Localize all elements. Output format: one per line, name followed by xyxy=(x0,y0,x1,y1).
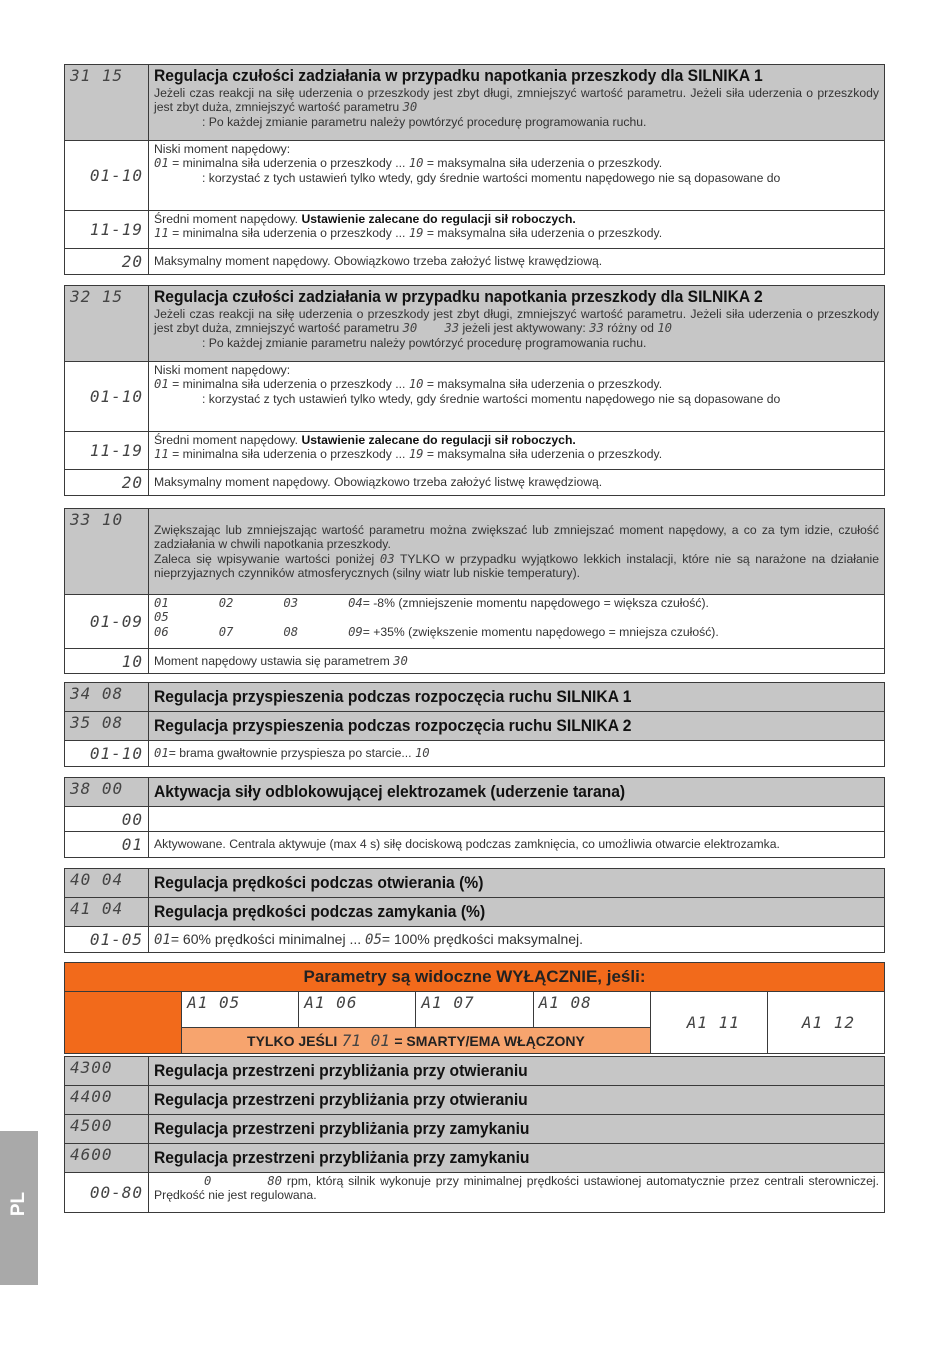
value-range: 01-10 xyxy=(65,362,149,432)
value-description: 01= brama gwałtownie przyspiesza po starcie... 10 xyxy=(149,741,885,767)
value-description: Średni moment napędowy. Ustawienie zalecane do regulacji sił roboczych. 11 = minimalna siła uderzenia o przeszkody ... 19 = maksymalna siła uderzenia o przeszkody. xyxy=(149,211,885,249)
param-note: : Po każdej zmianie parametru należy powtórzyć procedurę programowania ruchu. xyxy=(202,114,647,129)
param-title: Aktywacja siły odblokowującej elektrozamek (uderzenie tarana) xyxy=(154,782,626,801)
value-range: 10 xyxy=(65,649,149,674)
param-table-4004 xyxy=(64,868,885,953)
param-code: 40 04 xyxy=(65,869,149,898)
condition-code: A1 06 xyxy=(299,992,416,1028)
param-header xyxy=(149,683,885,712)
param-header xyxy=(149,712,885,741)
param-code: 4400 xyxy=(65,1086,149,1115)
value-description: 01= 60% prędkości minimalnej ... 05= 100% prędkości maksymalnej. xyxy=(149,927,885,953)
value-description: Maksymalny moment napędowy. Obowiązkowo trzeba założyć listwę krawędziową. xyxy=(149,470,885,496)
only-if-note: TYLKO JEŚLI 71 01 = SMARTY/EMA WŁĄCZONY xyxy=(182,1028,651,1054)
value-description: Moment napędowy ustawia się parametrem 30 xyxy=(149,649,885,674)
param-table-4300 xyxy=(64,962,885,1054)
value-range: 11-19 xyxy=(65,432,149,470)
language-tab xyxy=(0,1131,38,1285)
language-tab-label: PL xyxy=(8,1191,29,1217)
param-note: : Po każdej zmianie parametru należy powtórzyć procedurę programowania ruchu. xyxy=(202,335,647,350)
value-range: 01-05 xyxy=(65,927,149,953)
value-description: Niski moment napędowy: 01 = minimalna siła uderzenia o przeszkody ... 10 = maksymalna siła uderzenia o przeszkody. : korzystać z tych ustawień tylko wtedy, gdy średnie wartości momentu napędowego nie są dopasowane do xyxy=(149,141,885,211)
param-title: Regulacja przestrzeni przybliżania przy otwieraniu xyxy=(154,1061,528,1080)
value-range: 01 xyxy=(65,832,149,858)
param-table-3408 xyxy=(64,682,885,767)
param-description: Zwiększając lub zmniejszając wartość parametru można zwiększać lub zmniejszać moment napędowy, a co za tym idzie, czułość zadziałania w chwili napotkania przeszkody. xyxy=(154,523,879,552)
param-description-2: Zaleca się wpisywanie wartości poniżej 03 TYLKO w przypadku wyjątkowo lekkich instalacji, które nie są narażone na działanie nieprzyjaznych czynników atmosferycznych (silny wiatr lub niskie temperatury). xyxy=(154,551,880,581)
param-table-3215 xyxy=(64,285,885,496)
param-table-3310 xyxy=(64,508,885,674)
param-code: 38 00 xyxy=(65,778,149,807)
param-title: Regulacja prędkości podczas zamykania (%) xyxy=(154,902,486,921)
value-range: 11-19 xyxy=(65,211,149,249)
condition-blank xyxy=(65,992,182,1054)
value-description: Średni moment napędowy. Ustawienie zalecane do regulacji sił roboczych. 11 = minimalna siła uderzenia o przeszkody ... 19 = maksymalna siła uderzenia o przeszkody. xyxy=(149,432,885,470)
param-table-3800 xyxy=(64,777,885,858)
value-description: 01 02 03 04= -8% (zmniejszenie momentu napędowego = większa czułość). 05 06 07 08 09= +35% (zwiększenie momentu napędowego = mniejsza czułość). xyxy=(149,595,885,649)
condition-code: A1 11 xyxy=(650,992,767,1054)
param-description: Jeżeli czas reakcji na siłę uderzenia o przeszkody jest zbyt długi, zmniejszyć wartość parametru. Jeżeli siła uderzenia o przeszkody jest zbyt duża, zmniejszyć wartość parametru 30 33 jeżeli jest aktywowany: 33 różny od 10 xyxy=(154,307,879,336)
param-header xyxy=(149,65,885,141)
condition-code: A1 12 xyxy=(767,992,884,1054)
param-header xyxy=(149,1115,885,1144)
value-description: Maksymalny moment napędowy. Obowiązkowo trzeba założyć listwę krawędziową. xyxy=(149,249,885,275)
param-header xyxy=(149,1086,885,1115)
param-header xyxy=(149,286,885,362)
param-code: 32 15 xyxy=(65,286,149,362)
param-header xyxy=(149,1057,885,1086)
param-code: 35 08 xyxy=(65,712,149,741)
param-table-4300-rows xyxy=(64,1056,885,1213)
param-code: 34 08 xyxy=(65,683,149,712)
param-code: 4300 xyxy=(65,1057,149,1086)
param-header xyxy=(149,898,885,927)
condition-code: A1 08 xyxy=(533,992,650,1028)
condition-code: A1 05 xyxy=(182,992,299,1028)
param-header xyxy=(149,869,885,898)
param-header xyxy=(149,778,885,807)
param-title: Regulacja przestrzeni przybliżania przy zamykaniu xyxy=(154,1119,530,1138)
param-code: 4600 xyxy=(65,1144,149,1173)
condition-code: A1 07 xyxy=(416,992,533,1028)
param-title: Regulacja prędkości podczas otwierania (%) xyxy=(154,873,484,892)
value-description: 0 80 rpm, którą silnik wykonuje przy minimalnej prędkości ustawionej automatycznie przez centrali sterowniczej. Prędkość nie jest regulowana. xyxy=(149,1173,885,1213)
param-code: 31 15 xyxy=(65,65,149,141)
value-description: Aktywowane. Centrala aktywuje (max 4 s) siłę dociskową podczas zamknięcia, co umożliwia otwarcie elektrozamka. xyxy=(149,832,885,858)
value-range: 20 xyxy=(65,470,149,496)
param-code: 41 04 xyxy=(65,898,149,927)
param-title: Regulacja czułości zadziałania w przypadku napotkania przeszkody dla SILNIKA 2 xyxy=(154,287,763,306)
param-code: 33 10 xyxy=(65,509,149,595)
param-header xyxy=(149,509,885,595)
param-title: Regulacja czułości zadziałania w przypadku napotkania przeszkody dla SILNIKA 1 xyxy=(154,66,763,85)
param-table-3115 xyxy=(64,64,885,275)
param-title: Regulacja przyspieszenia podczas rozpoczęcia ruchu SILNIKA 1 xyxy=(154,687,632,706)
value-description: Niski moment napędowy: 01 = minimalna siła uderzenia o przeszkody ... 10 = maksymalna siła uderzenia o przeszkody. : korzystać z tych ustawień tylko wtedy, gdy średnie wartości momentu napędowego nie są dopasowane do xyxy=(149,362,885,432)
param-title: Regulacja przyspieszenia podczas rozpoczęcia ruchu SILNIKA 2 xyxy=(154,716,632,735)
value-range: 00-80 xyxy=(65,1173,149,1213)
value-range: 01-09 xyxy=(65,595,149,649)
value-range: 00 xyxy=(65,807,149,832)
param-header xyxy=(149,1144,885,1173)
param-title: Regulacja przestrzeni przybliżania przy zamykaniu xyxy=(154,1148,530,1167)
value-range: 20 xyxy=(65,249,149,275)
value-range: 01-10 xyxy=(65,141,149,211)
param-title: Regulacja przestrzeni przybliżania przy otwieraniu xyxy=(154,1090,528,1109)
param-code: 4500 xyxy=(65,1115,149,1144)
value-description xyxy=(149,807,885,832)
param-description: Jeżeli czas reakcji na siłę uderzenia o przeszkody jest zbyt długi, zmniejszyć wartość parametru. Jeżeli siła uderzenia o przeszkody jest zbyt duża, zmniejszyć wartość parametru 30 xyxy=(154,86,879,115)
value-range: 01-10 xyxy=(65,741,149,767)
visibility-banner: Parametry są widoczne WYŁĄCZNIE, jeśli: xyxy=(65,963,885,992)
